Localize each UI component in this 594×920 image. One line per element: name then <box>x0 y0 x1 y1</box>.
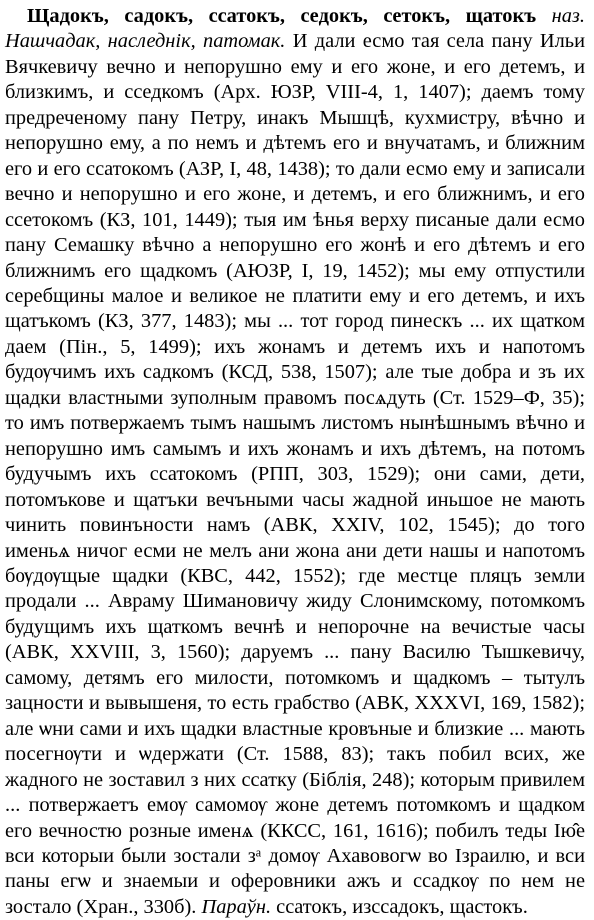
variants-label: Параўн. <box>201 895 272 918</box>
dictionary-entry <box>5 4 585 920</box>
grammar-label: наз. <box>551 5 585 27</box>
entry-headword: Щадокъ, садокъ, сcатокъ, сeдокъ, сeтокъ, щатокъ <box>27 5 537 27</box>
entry-citations: И дали есмо тая села пану Ильи Вячкевичу вечно и непорушно ему и его жоне, и его детемъ, и близкимъ, и сcедкомъ (Арх. ЮЗР, VIII-4, 1, 1407); даемъ тому предреченому пану Петру, инакъ Мышцѣ, кухмистру, вѣчно и непорушно ему, а по немъ и дѣтемъ его и внучатамъ, и ближним его и его сcатокомъ (АЗР, І, 48, 1438); то дали есмо ему и записали вечно и непорушно и его жоне, и детемъ, и его ближнимъ, и его сcетокомъ (КЗ, 101, 1449); тыя им ѣнья верху писаные дали есмо пану Семашку вѣчно а непорушно его жонѣ и его дѣтемъ и его ближнимъ его щадкомъ (АЮЗР, І, 19, 1452); мы ему отпустили серебщины малое и великое не платити ему и его детемъ, и ихъ щатъкомъ (КЗ, 377, 1483); мы ... тот город пинескъ ... их щатком даем (Пін., 5, 1499); ихъ жонамъ и детемъ ихъ и напотомъ будѹчимъ ихъ садкомъ (КСД, 538, 1507); але тые добра и зъ их щадки властными зуполным правомъ посѧдуть (Ст. 1529–Ф, 35); то имъ потвержаемъ тымъ нашымъ листомъ нынѣшнымъ вѣчно и непорушно имъ самымъ и ихъ жонамъ и ихъ дѣтемъ, на потомъ будучымъ ихъ сcатокомъ (РПП, 303, 1529); они сами, дети, потомъкове и щатъки вечъными часы жадной иньшое не мають чинить повинъности намъ (АВК, XXIV, 102, 1545); до того именьѧ ничог есми не мелъ ани жона ани дети нашы и напотомъ бѹдѹщые щадки (КВС, 442, 1552); где местце пляцъ земли продали ... Авраму Шимановичу жиду Слонимскому, потомкомъ будущимъ ихъ щаткомъ вечнѣ и непорочне на вечистые часы (АВК, XXVIII, 3, 1560); даруемъ ... пану Василю Тышкевичу, самому, детямъ его милости, потомкомъ и щадкомъ – тытулъ зацности и вывышеня, то есть грабство (АВК, XXXVI, 169, 1582); але ѡни сами и ихъ щадки властные кровъные и близкие ... мають посегнѹти и ѡдержати (Ст. 1588, 83); такъ побил всих, же жадного не зоставил з них сcатку (Біблія, 248); которым привилем ... потвержаетъ емѹ самомѹ жоне детемъ потомкомъ и щадком его вечностю розные именѧ (ККСС, 161, 1616); побилъ теды Ію̂е вси которыи были зостали зᵃ домѹ Ахавовогѡ во Ізраилю, и вси паны егѡ и знаемыи и оферовники ажъ и сcадкѹ по нем не зостало (Хран., 330б). <box>5 30 585 918</box>
entry-variants: сcатокъ, изсcадокъ, щастокъ. <box>276 895 528 918</box>
entry-definition: Нашчадак, наследнік, патомак. <box>5 30 286 53</box>
